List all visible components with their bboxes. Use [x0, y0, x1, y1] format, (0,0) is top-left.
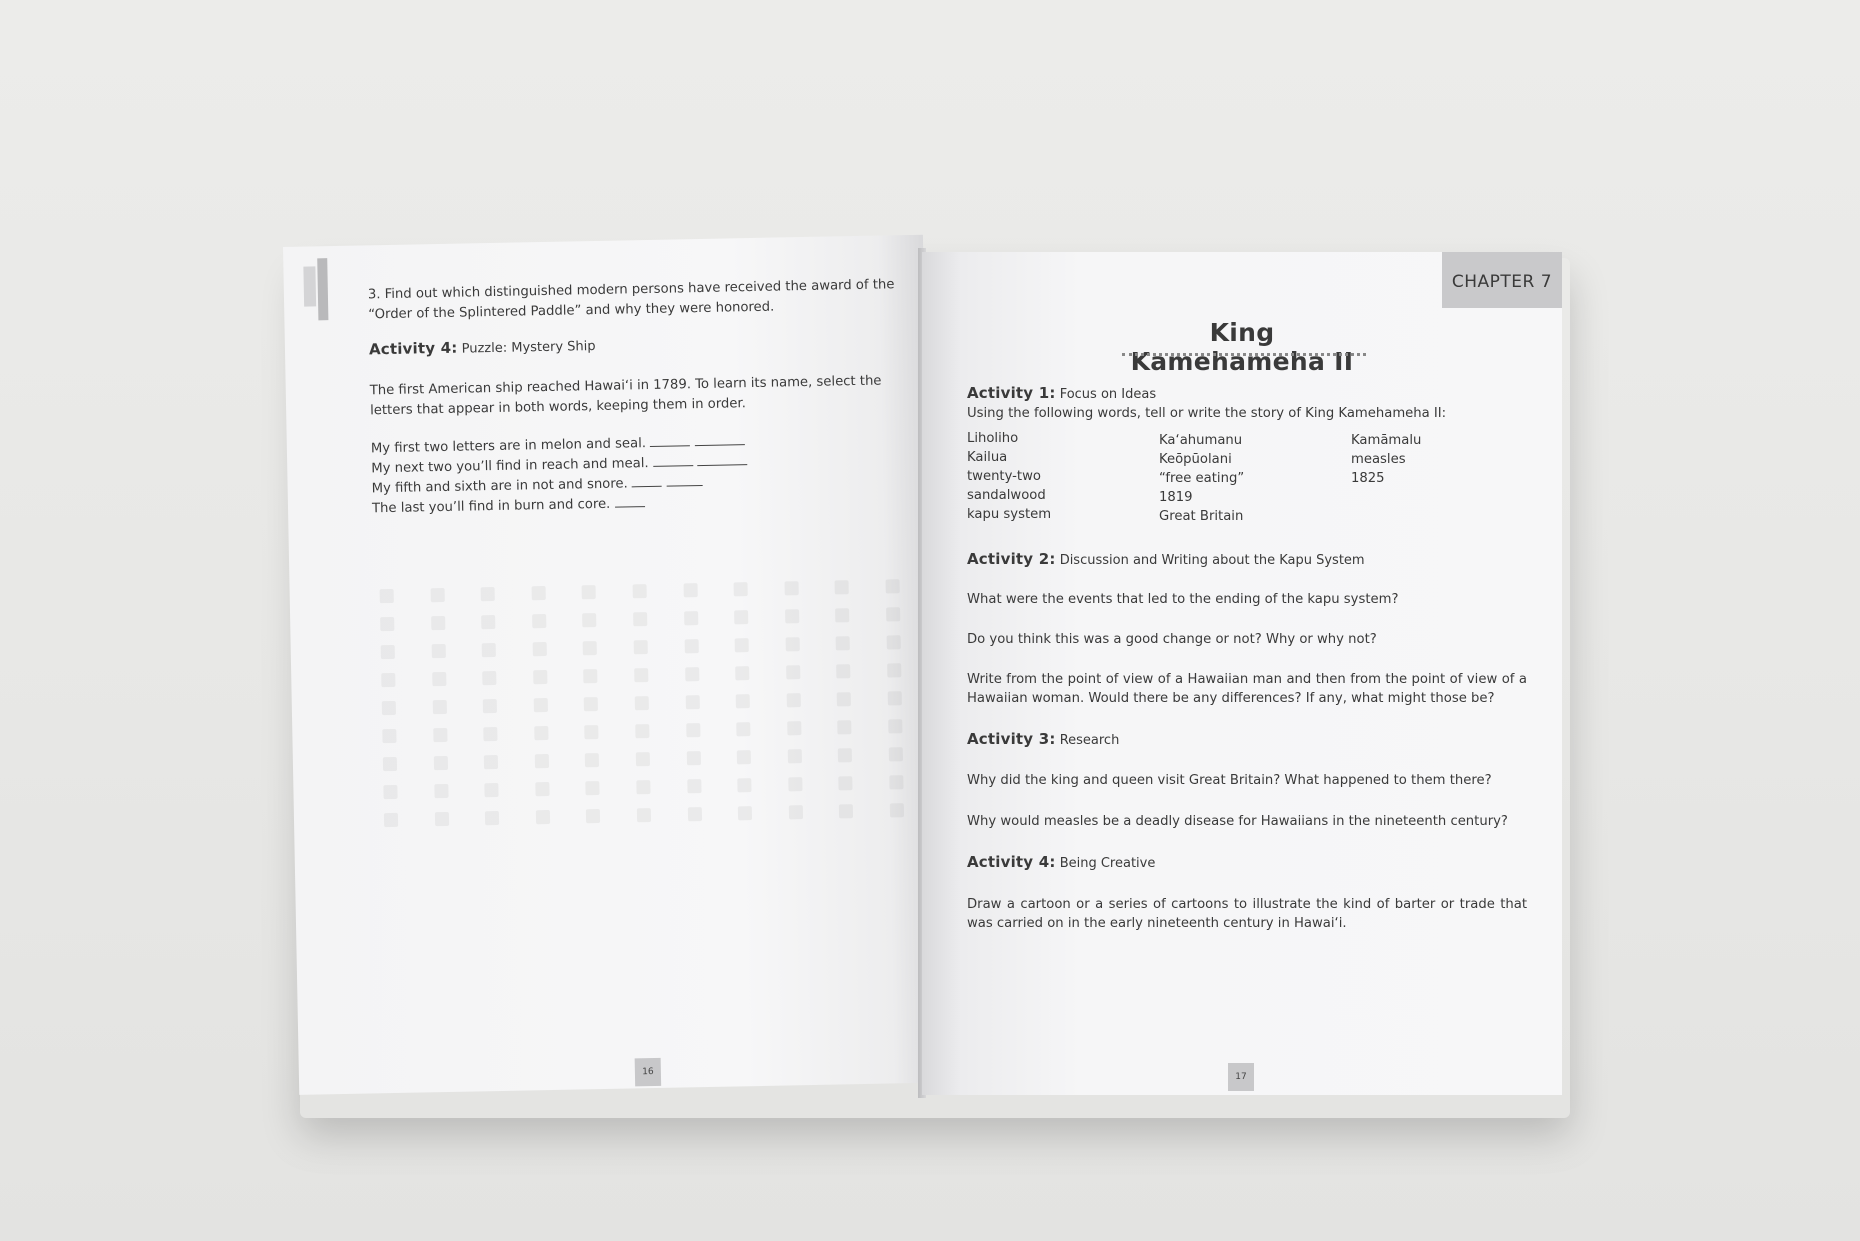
activity-label: Activity 4: [368, 338, 458, 359]
right-page-content [967, 384, 1527, 933]
page-title: King Kamehameha II [1130, 318, 1354, 376]
activity-label: Activity 2: [967, 550, 1056, 568]
page-number: 16 [635, 1058, 662, 1086]
activity-title: Puzzle: Mystery Ship [461, 339, 596, 357]
activity-label: Activity 1: [967, 384, 1056, 402]
word-item: twenty-two [967, 469, 1041, 484]
page-number: 17 [1228, 1063, 1254, 1091]
word-item: Keōpūolani [1159, 452, 1232, 467]
activity-1-instruction: Using the following words, tell or write the story of King Kamehameha II: [967, 406, 1447, 421]
answer-blank[interactable] [697, 452, 747, 466]
clue-line: My next two you’ll find in reach and meal. [371, 449, 901, 479]
activity-label: Activity 3: [967, 730, 1056, 748]
word-item: 1825 [1351, 471, 1385, 486]
word-column [1159, 429, 1351, 526]
activity-title: Discussion and Writing about the Kapu System [1059, 553, 1365, 568]
word-item: Ka‘ahumanu [1159, 433, 1243, 448]
word-item: measles [1351, 452, 1406, 467]
activity-3-question: Why would measles be a deadly disease for Hawaiians in the nineteenth century? [967, 814, 1508, 829]
answer-blank[interactable] [650, 433, 690, 447]
activity-3-heading [967, 730, 1527, 750]
activity-4-heading [369, 329, 899, 361]
left-page-content [368, 275, 902, 519]
word-item: kapu system [967, 507, 1052, 522]
activity-4-heading [967, 853, 1527, 873]
activity-2-heading [967, 550, 1527, 570]
chapter-label: CHAPTER 7 [1442, 252, 1562, 308]
answer-blank[interactable] [653, 453, 693, 467]
word-item: Liholiho [967, 431, 1019, 446]
clue-line: My first two letters are in melon and seal. [371, 429, 901, 459]
right-page [922, 252, 1562, 1095]
activity-item-3: 3. Find out which distinguished modern persons have received the award of the “Order of the Splintered Paddle” and why they were honored. [367, 277, 895, 323]
answer-blank[interactable] [666, 473, 702, 487]
activity-4-text: Draw a cartoon or a series of cartoons to illustrate the kind of barter or trade that was carried on in the early nineteenth century in Hawai‘i. [967, 897, 1527, 931]
page-edge-tab [317, 258, 328, 320]
title-underline [1122, 353, 1366, 359]
word-item: Great Britain [1159, 509, 1244, 524]
word-column [1351, 429, 1501, 526]
activity-title: Research [1059, 733, 1120, 748]
activity-label: Activity 4: [967, 853, 1056, 871]
word-column [967, 429, 1159, 526]
activity-2-question: What were the events that led to the ending of the kapu system? [967, 592, 1399, 607]
answer-blank[interactable] [614, 494, 644, 508]
activity-2-question: Do you think this was a good change or not? Why or why not? [967, 632, 1377, 647]
activity-3-question: Why did the king and queen visit Great Britain? What happened to them there? [967, 773, 1492, 788]
clue-line: The last you’ll find in burn and core. [372, 489, 902, 519]
clue-line: My fifth and sixth are in not and snore. [371, 469, 901, 499]
word-item: Kamāmalu [1351, 433, 1422, 448]
activity-1-heading [967, 384, 1527, 404]
puzzle-clues [371, 429, 902, 519]
activity-title: Being Creative [1059, 856, 1156, 871]
page-edge-tab [303, 266, 316, 306]
show-through-word-grid [379, 565, 907, 995]
left-page [283, 235, 939, 1095]
word-item: 1819 [1159, 490, 1193, 505]
word-item: sandalwood [967, 488, 1046, 503]
activity-2-question: Write from the point of view of a Hawaiian man and then from the point of view of a Hawaiian woman. Would there be any differences? If any, what might those be? [967, 672, 1527, 706]
word-item: “free eating” [1159, 471, 1245, 486]
activity-title: Focus on Ideas [1059, 387, 1157, 402]
answer-blank[interactable] [632, 474, 662, 488]
puzzle-intro: The first American ship reached Hawai‘i in 1789. To learn its name, select the letters that appear in both words, keeping them in order. [369, 373, 882, 419]
word-list [967, 429, 1527, 526]
answer-blank[interactable] [694, 432, 744, 446]
word-item: Kailua [967, 450, 1008, 465]
